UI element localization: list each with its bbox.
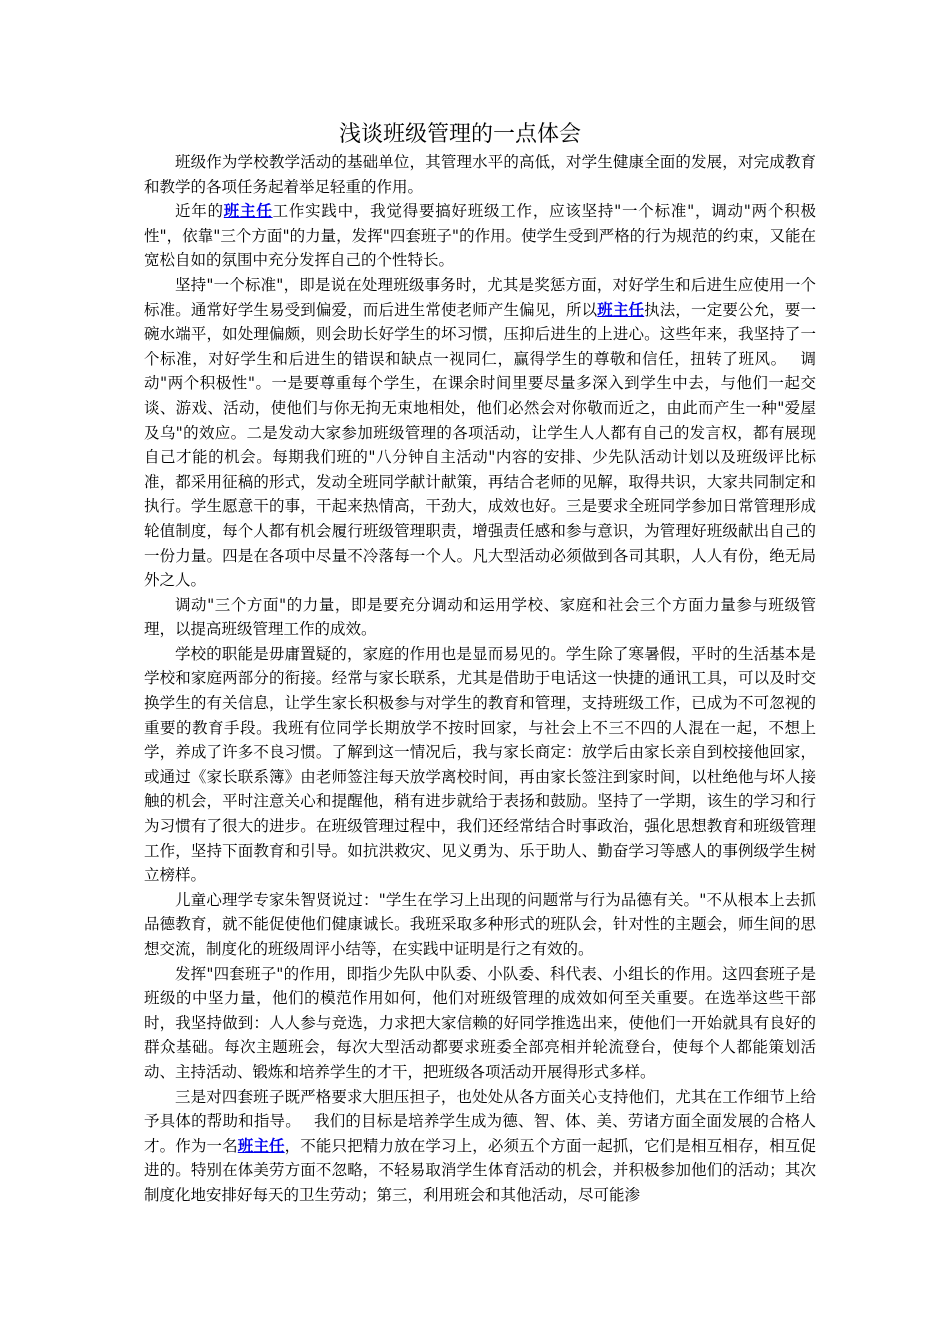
paragraph <box>144 642 816 888</box>
paragraph <box>144 1085 816 1208</box>
paragraph-text: 发挥"四套班子"的作用，即指少先队中队委、小队委、科代表、小组长的作用。这四套班子是班级的中坚力量，他们的模范作用如何，他们对班级管理的成效如何至关重要。在选举这些干部时，我坚持做到：人人参与竞选，力求把大家信赖的好同学推选出来，使他们一开始就具有良好的群众基础。每次主题班会，每次大型活动都要求班委全部亮相并轮流登台，使每个人都能策划活动、主持活动、锻炼和培养学生的才干，把班级各项活动开展得形式多样。 <box>144 964 816 1081</box>
paragraph-text: 学校的职能是毋庸置疑的，家庭的作用也是显而易见的。学生除了寒暑假，平时的生活基本是学校和家庭两部分的衔接。经常与家长联系，尤其是借助于电话这一快捷的通讯工具，可以及时交换学生的有关信息，让学生家长积极参与对学生的教育和管理，支持班级工作，已成为不可忽视的重要的教育手段。我班有位同学长期放学不按时回家，与社会上不三不四的人混在一起，不想上学，养成了许多不良习惯。了解到这一情况后，我与家长商定：放学后由家长亲自到校接他回家，或通过《家长联系簿》由老师签注每天放学离校时间，再由家长签注到家时间，以杜绝他与坏人接触的机会，平时注意关心和提醒他，稍有进步就给于表扬和鼓励。坚持了一学期，该生的学习和行为习惯有了很大的进步。在班级管理过程中，我们还经常结合时事政治，强化思想教育和班级管理工作，坚持下面教育和引导。如抗洪救灾、见义勇为、乐于助人、勤奋学习等感人的事例级学生树立榜样。 <box>144 644 816 885</box>
paragraph <box>144 888 816 962</box>
link-banzhuren[interactable]: 班主任 <box>237 1135 285 1155</box>
paragraph-text: 坚持"一个标准"，即是说在处理班级事务时，尤其是奖惩方面，对好学生和后进生应使用一个标准。通常好学生易受到偏爱，而后进生常使老师产生偏见，所以 <box>144 275 816 319</box>
link-banzhuren[interactable]: 班主任 <box>597 299 645 319</box>
paragraph <box>144 199 816 273</box>
paragraph-text: 执法，一定要公允，要一碗水端平，如处理偏颇，则会助长好学生的坏习惯，压抑后进生的上进心。这些年来，我坚持了一个标准，对好学生和后进生的错误和缺点一视同仁，赢得学生的尊敬和信任，扭转了班风。 调动"两个积极性"。一是要尊重每个学生，在课余时间里要尽量多深入到学生中去，与他们一起交谈、游戏、活动，使他们与你无拘无束地相处，他们必然会对你敬而近之，由此而产生一种"爱屋及乌"的效应。二是发动大家参加班级管理的各项活动，让学生人人都有自己的发言权，都有展现自己才能的机会。每期我们班的"八分钟自主活动"内容的安排、少先队活动计划以及班级评比标准，都采用征稿的形式，发动全班同学献计献策，再结合老师的见解，取得共识，大家共同制定和执行。学生愿意干的事，干起来热情高，干劲大，成效也好。三是要求全班同学参加日常管理形成轮值制度，每个人都有机会履行班级管理职责，增强责任感和参与意识，为管理好班级献出自己的一份力量。四是在各项中尽量不冷落每一个人。凡大型活动必须做到各司其职，人人有份，绝无局外之人。 <box>144 300 816 590</box>
paragraph <box>144 593 816 642</box>
link-banzhuren[interactable]: 班主任 <box>223 201 273 221</box>
paragraph-text: 儿童心理学专家朱智贤说过："学生在学习上出现的问题常与行为品德有关。"不从根本上去抓品德教育，就不能促使他们健康诚长。我班采取多种形式的班队会，针对性的主题会，师生间的思想交流，制度化的班级周评小结等，在实践中证明是行之有效的。 <box>144 890 816 958</box>
paragraph <box>144 150 816 199</box>
document-body <box>144 150 816 1208</box>
paragraph-text: 调动"三个方面"的力量，即是要充分调动和运用学校、家庭和社会三个方面力量参与班级管理，以提高班级管理工作的成效。 <box>144 595 816 639</box>
paragraph-text: 三是对四套班子既严格要求大胆压担子，也处处从各方面关心支持他们，尤其在工作细节上给予具体的帮助和指导。 我们的目标是培养学生成为德、智、体、美、劳诸方面全面发展的合格人才。作为一名 <box>144 1087 816 1155</box>
paragraph-text: ，不能只把精力放在学习上，必须五个方面一起抓，它们是相互相存，相互促进的。特别在体美劳方面不忽略，不轻易取消学生体育活动的机会，并积极参加他们的活动；其次制度化地安排好每天的卫生劳动；第三，利用班会和其他活动，尽可能渗 <box>144 1136 816 1204</box>
paragraph-text: 近年的 <box>175 202 224 221</box>
document-page <box>144 120 816 1208</box>
paragraph-text: 班级作为学校教学活动的基础单位，其管理水平的高低，对学生健康全面的发展，对完成教育和教学的各项任务起着举足轻重的作用。 <box>144 153 816 196</box>
paragraph <box>144 962 816 1085</box>
document-title: 浅谈班级管理的一点体会 <box>338 122 581 147</box>
paragraph-text: 工作实践中，我觉得要搞好班级工作，应该坚持"一个标准"，调动"两个积极性"，依靠"三个方面"的力量，发挥"四套班子"的作用。使学生受到严格的行为规范的约束，又能在宽松自如的氛围中充分发挥自己的个性特长。 <box>144 202 816 270</box>
paragraph <box>144 273 816 593</box>
